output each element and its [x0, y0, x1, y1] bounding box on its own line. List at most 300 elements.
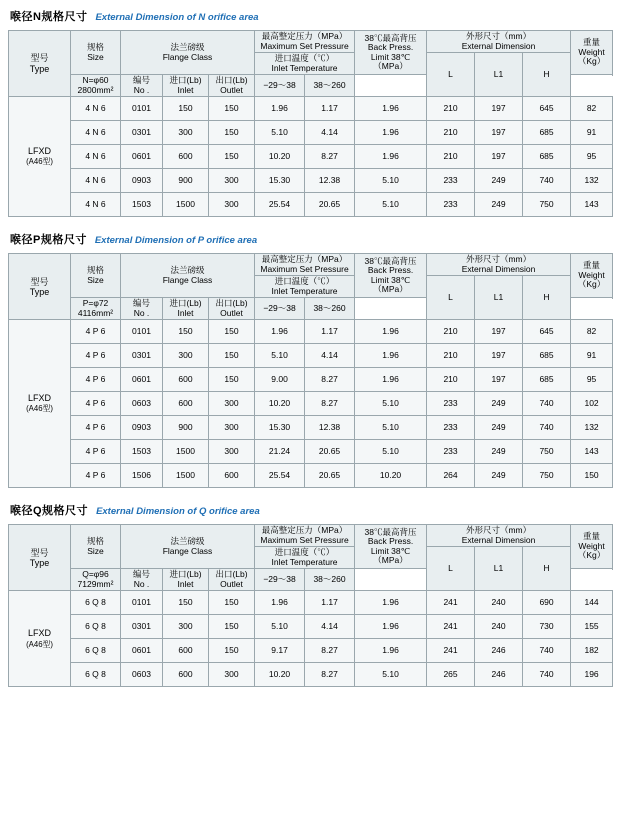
header-temp-en: Inlet Temperature — [271, 62, 338, 73]
cell-back-pressure: 1.96 — [355, 368, 427, 392]
cell-code: 0601 — [121, 368, 163, 392]
cell-outlet: 150 — [209, 615, 255, 639]
header-pressure-cn: 最高整定压力（MPa） — [261, 31, 348, 41]
cell-pressure-2: 8.27 — [305, 392, 355, 416]
cell-H: 750 — [523, 193, 571, 217]
header-size — [71, 525, 121, 569]
cell-pressure-1: 5.10 — [255, 344, 305, 368]
cell-back-pressure: 1.96 — [355, 320, 427, 344]
header-flange-inlet — [163, 298, 209, 320]
cell-back-pressure: 5.10 — [355, 440, 427, 464]
cell-H: 685 — [523, 121, 571, 145]
cell-pressure-1: 5.10 — [255, 121, 305, 145]
cell-pressure-1: 9.00 — [255, 368, 305, 392]
header-code-cn: 编号 — [132, 298, 150, 309]
header-weight-cn: 重量 — [583, 37, 601, 48]
cell-L: 210 — [427, 344, 475, 368]
header-pressure-en: Maximum Set Pressure — [260, 534, 349, 545]
header-flange-cn: 法兰磅级 — [170, 265, 205, 276]
header-outlet-en: Outlet — [220, 578, 243, 589]
header-back-unit: （MPa） — [373, 61, 408, 72]
cell-inlet: 600 — [163, 639, 209, 663]
cell-L1: 197 — [475, 368, 523, 392]
cell-type — [9, 97, 71, 217]
header-outlet-en: Outlet — [220, 84, 243, 95]
cell-pressure-1: 15.30 — [255, 169, 305, 193]
cell-pressure-1: 1.96 — [255, 97, 305, 121]
header-back-en: Back Press. — [367, 536, 414, 547]
cell-outlet: 150 — [209, 368, 255, 392]
header-weight-unit: （Kg） — [577, 279, 606, 290]
cell-weight: 143 — [571, 193, 613, 217]
cell-size: 6 Q 8 — [71, 663, 121, 687]
header-back-limit: Limit 38℃ — [370, 274, 411, 285]
cell-size: 6 Q 8 — [71, 615, 121, 639]
table-row — [9, 464, 613, 488]
cell-L1: 240 — [475, 615, 523, 639]
header-inlet-cn: 进口(Lb) — [169, 75, 202, 86]
cell-code: 0903 — [121, 169, 163, 193]
header-back-limit: Limit 38℃ — [370, 545, 411, 556]
header-inlet-temperature — [255, 53, 355, 75]
cell-H: 740 — [523, 392, 571, 416]
header-back-en: Back Press. — [367, 42, 414, 53]
cell-outlet: 150 — [209, 591, 255, 615]
cell-weight: 155 — [571, 615, 613, 639]
cell-inlet: 150 — [163, 591, 209, 615]
header-weight-unit: （Kg） — [577, 56, 606, 67]
cell-pressure-1: 25.54 — [255, 193, 305, 217]
type-line1: LFXD — [27, 146, 51, 157]
cell-pressure-2: 8.27 — [305, 368, 355, 392]
section-p-orifice — [8, 231, 612, 488]
table-row — [9, 121, 613, 145]
header-inlet-en: Inlet — [177, 578, 194, 589]
header-size-line1: P=φ72 — [82, 298, 109, 309]
cell-inlet: 900 — [163, 169, 209, 193]
cell-L: 233 — [427, 392, 475, 416]
header-external-cn: 外形尺寸（mm） — [465, 31, 532, 41]
header-type-en: Type — [29, 286, 50, 297]
cell-outlet: 600 — [209, 464, 255, 488]
header-flange-inlet — [163, 569, 209, 591]
cell-inlet: 150 — [163, 320, 209, 344]
cell-size: 4 P 6 — [71, 392, 121, 416]
header-temp-en: Inlet Temperature — [271, 556, 338, 567]
cell-pressure-2: 4.14 — [305, 344, 355, 368]
header-external-H: H — [523, 276, 571, 320]
type-line1: LFXD — [27, 628, 51, 639]
cell-outlet: 150 — [209, 121, 255, 145]
section-title-cn: 喉径P规格尺寸 — [10, 234, 87, 247]
header-external-en: External Dimension — [461, 263, 536, 274]
header-inlet-temperature — [255, 547, 355, 569]
header-external-cn: 外形尺寸（mm） — [465, 525, 532, 536]
header-pressure-cn: 最高整定压力（MPa） — [261, 254, 348, 265]
cell-code: 0301 — [121, 344, 163, 368]
cell-H: 740 — [523, 663, 571, 687]
cell-weight: 91 — [571, 121, 613, 145]
header-external-L: L — [427, 53, 475, 97]
header-outlet-cn: 出口(Lb) — [215, 569, 248, 580]
header-temp-en: Inlet Temperature — [271, 285, 338, 296]
header-type-cn: 型号 — [30, 276, 49, 287]
cell-size: 6 Q 8 — [71, 591, 121, 615]
cell-H: 685 — [523, 145, 571, 169]
cell-pressure-2: 4.14 — [305, 121, 355, 145]
header-max-set-pressure — [255, 31, 355, 53]
header-flange-en: Flange Class — [162, 274, 213, 285]
header-temp-range-2: 38～260 — [305, 75, 355, 97]
header-back-cn: 38℃最高背压 — [364, 255, 417, 266]
cell-H: 740 — [523, 639, 571, 663]
header-code-en: No . — [133, 307, 150, 318]
header-code-en: No . — [133, 578, 150, 589]
header-size-cn: 规格 — [86, 42, 104, 53]
cell-outlet: 150 — [209, 639, 255, 663]
cell-weight: 95 — [571, 368, 613, 392]
cell-inlet: 300 — [163, 615, 209, 639]
header-inlet-temperature — [255, 276, 355, 298]
header-flange-outlet — [209, 569, 255, 591]
header-temp-cn: 进口温度（℃） — [274, 547, 335, 558]
cell-pressure-1: 10.20 — [255, 145, 305, 169]
header-outlet-cn: 出口(Lb) — [215, 298, 248, 309]
header-back-pressure — [355, 525, 427, 569]
cell-outlet: 150 — [209, 145, 255, 169]
header-flange — [121, 525, 255, 569]
header-flange-code — [121, 298, 163, 320]
header-size-spec — [71, 298, 121, 320]
section-title-en: External Dimension of N orifice area — [95, 12, 259, 23]
header-max-set-pressure — [255, 254, 355, 276]
cell-inlet: 150 — [163, 97, 209, 121]
header-flange-outlet — [209, 75, 255, 97]
header-weight-unit: （Kg） — [577, 550, 606, 561]
table-row — [9, 392, 613, 416]
cell-code: 0101 — [121, 97, 163, 121]
header-outlet-en: Outlet — [220, 307, 243, 318]
cell-pressure-2: 8.27 — [305, 145, 355, 169]
table-body — [9, 97, 613, 217]
section-title — [8, 8, 612, 24]
cell-back-pressure: 1.96 — [355, 591, 427, 615]
table-row — [9, 97, 613, 121]
cell-outlet: 150 — [209, 97, 255, 121]
cell-pressure-2: 12.38 — [305, 169, 355, 193]
cell-L1: 197 — [475, 344, 523, 368]
cell-pressure-1: 1.96 — [255, 320, 305, 344]
cell-L1: 246 — [475, 639, 523, 663]
cell-inlet: 1500 — [163, 193, 209, 217]
header-type-cn: 型号 — [30, 547, 49, 558]
cell-L1: 246 — [475, 663, 523, 687]
header-max-set-pressure — [255, 525, 355, 547]
table-row — [9, 344, 613, 368]
cell-pressure-2: 20.65 — [305, 193, 355, 217]
header-size — [71, 31, 121, 75]
cell-back-pressure: 5.10 — [355, 193, 427, 217]
dimension-table — [8, 524, 613, 687]
cell-code: 0101 — [121, 591, 163, 615]
cell-size: 6 Q 8 — [71, 639, 121, 663]
dimension-table — [8, 30, 613, 217]
table-row — [9, 368, 613, 392]
table-row — [9, 663, 613, 687]
cell-code: 0601 — [121, 639, 163, 663]
section-title-cn: 喉径Q规格尺寸 — [10, 505, 89, 518]
header-pressure-cn: 最高整定压力（MPa） — [261, 525, 348, 536]
table-row — [9, 320, 613, 344]
cell-inlet: 600 — [163, 368, 209, 392]
header-external — [427, 31, 571, 53]
table-row — [9, 615, 613, 639]
type-line1: LFXD — [27, 393, 51, 404]
header-external-en: External Dimension — [461, 534, 536, 545]
table-row — [9, 440, 613, 464]
cell-inlet: 600 — [163, 663, 209, 687]
cell-size: 4 P 6 — [71, 368, 121, 392]
cell-outlet: 300 — [209, 169, 255, 193]
cell-L1: 197 — [475, 320, 523, 344]
cell-L: 241 — [427, 615, 475, 639]
header-inlet-cn: 进口(Lb) — [169, 569, 202, 580]
header-flange-code — [121, 569, 163, 591]
cell-weight: 95 — [571, 145, 613, 169]
cell-L: 264 — [427, 464, 475, 488]
header-external-cn: 外形尺寸（mm） — [465, 254, 532, 265]
cell-size: 4 N 6 — [71, 97, 121, 121]
header-back-pressure — [355, 254, 427, 298]
cell-weight: 82 — [571, 97, 613, 121]
cell-back-pressure: 1.96 — [355, 344, 427, 368]
header-external-L: L — [427, 276, 475, 320]
header-flange — [121, 31, 255, 75]
table-row — [9, 169, 613, 193]
cell-pressure-2: 12.38 — [305, 416, 355, 440]
cell-L1: 240 — [475, 591, 523, 615]
cell-weight: 82 — [571, 320, 613, 344]
header-type-en: Type — [29, 63, 50, 74]
cell-pressure-2: 20.65 — [305, 464, 355, 488]
cell-L: 233 — [427, 416, 475, 440]
table-row — [9, 639, 613, 663]
table-row — [9, 591, 613, 615]
cell-L: 210 — [427, 121, 475, 145]
header-external-H: H — [523, 547, 571, 591]
section-title-en: External Dimension of P orifice area — [94, 235, 258, 247]
cell-pressure-2: 8.27 — [305, 663, 355, 687]
header-external — [427, 525, 571, 547]
cell-L: 241 — [427, 639, 475, 663]
cell-pressure-1: 5.10 — [255, 615, 305, 639]
cell-size: 4 N 6 — [71, 121, 121, 145]
cell-L: 233 — [427, 440, 475, 464]
header-temp-range-1: −29～38 — [255, 298, 305, 320]
cell-code: 0603 — [121, 392, 163, 416]
cell-H: 730 — [523, 615, 571, 639]
header-type — [9, 31, 71, 97]
cell-H: 645 — [523, 320, 571, 344]
cell-pressure-2: 1.17 — [305, 320, 355, 344]
header-inlet-en: Inlet — [177, 307, 194, 318]
header-weight — [571, 525, 613, 569]
section-title-cn: 喉径N规格尺寸 — [10, 11, 88, 23]
cell-code: 0903 — [121, 416, 163, 440]
header-external-L: L — [427, 547, 475, 591]
cell-size: 4 N 6 — [71, 145, 121, 169]
header-weight — [571, 31, 613, 75]
cell-type — [9, 591, 71, 687]
cell-size: 4 N 6 — [71, 169, 121, 193]
cell-H: 740 — [523, 169, 571, 193]
header-weight-en: Weight — [578, 540, 605, 551]
cell-outlet: 300 — [209, 193, 255, 217]
table-row — [9, 416, 613, 440]
cell-code: 0301 — [121, 615, 163, 639]
section-q-orifice — [8, 502, 612, 687]
header-temp-range-2: 38～260 — [305, 298, 355, 320]
header-code-cn: 编号 — [132, 569, 150, 580]
cell-pressure-2: 8.27 — [305, 639, 355, 663]
header-flange-en: Flange Class — [162, 545, 213, 556]
cell-H: 685 — [523, 368, 571, 392]
cell-pressure-2: 1.17 — [305, 97, 355, 121]
cell-H: 750 — [523, 440, 571, 464]
header-size-cn: 规格 — [86, 265, 104, 276]
cell-weight: 196 — [571, 663, 613, 687]
header-weight-en: Weight — [578, 46, 605, 57]
cell-L: 233 — [427, 169, 475, 193]
section-n-orifice — [8, 8, 612, 217]
header-type-en: Type — [29, 557, 50, 568]
cell-back-pressure: 1.96 — [355, 145, 427, 169]
cell-size: 4 P 6 — [71, 344, 121, 368]
cell-back-pressure: 1.96 — [355, 97, 427, 121]
cell-outlet: 300 — [209, 392, 255, 416]
dimension-table — [8, 253, 613, 488]
header-back-cn: 38℃最高背压 — [364, 32, 417, 43]
header-code-en: No . — [133, 84, 150, 95]
header-inlet-cn: 进口(Lb) — [169, 298, 202, 309]
cell-back-pressure: 1.96 — [355, 615, 427, 639]
cell-L: 265 — [427, 663, 475, 687]
cell-inlet: 1500 — [163, 440, 209, 464]
header-weight — [571, 254, 613, 298]
cell-weight: 132 — [571, 169, 613, 193]
header-pressure-en: Maximum Set Pressure — [260, 40, 349, 51]
header-weight-cn: 重量 — [583, 260, 601, 271]
cell-L: 233 — [427, 193, 475, 217]
cell-pressure-1: 21.24 — [255, 440, 305, 464]
cell-pressure-1: 10.20 — [255, 663, 305, 687]
cell-L: 210 — [427, 145, 475, 169]
cell-code: 0601 — [121, 145, 163, 169]
cell-weight: 144 — [571, 591, 613, 615]
cell-code: 1506 — [121, 464, 163, 488]
header-inlet-en: Inlet — [177, 84, 194, 95]
header-back-limit: Limit 38℃ — [370, 51, 411, 62]
cell-L1: 197 — [475, 145, 523, 169]
cell-L1: 197 — [475, 97, 523, 121]
header-size-spec — [71, 569, 121, 591]
cell-H: 645 — [523, 97, 571, 121]
header-size-line2: 2800mm² — [77, 84, 114, 95]
header-size-en: Size — [87, 51, 104, 62]
header-back-pressure — [355, 31, 427, 75]
header-temp-range-1: −29～38 — [255, 75, 305, 97]
header-back-cn: 38℃最高背压 — [364, 526, 417, 537]
cell-size: 4 P 6 — [71, 440, 121, 464]
cell-pressure-1: 15.30 — [255, 416, 305, 440]
header-external — [427, 254, 571, 276]
header-size-cn: 规格 — [86, 536, 104, 547]
header-size — [71, 254, 121, 298]
cell-type — [9, 320, 71, 488]
cell-back-pressure: 1.96 — [355, 639, 427, 663]
cell-outlet: 300 — [209, 416, 255, 440]
cell-back-pressure: 1.96 — [355, 121, 427, 145]
cell-L1: 197 — [475, 121, 523, 145]
cell-L1: 249 — [475, 440, 523, 464]
cell-weight: 143 — [571, 440, 613, 464]
cell-H: 685 — [523, 344, 571, 368]
cell-pressure-1: 10.20 — [255, 392, 305, 416]
header-outlet-cn: 出口(Lb) — [215, 75, 248, 86]
cell-inlet: 300 — [163, 121, 209, 145]
header-external-L1: L1 — [475, 547, 523, 591]
cell-H: 740 — [523, 416, 571, 440]
cell-pressure-1: 9.17 — [255, 639, 305, 663]
cell-back-pressure: 5.10 — [355, 392, 427, 416]
header-size-line1: Q=φ96 — [82, 569, 109, 580]
cell-pressure-2: 20.65 — [305, 440, 355, 464]
table-body — [9, 591, 613, 687]
table-body — [9, 320, 613, 488]
cell-weight: 132 — [571, 416, 613, 440]
cell-size: 4 N 6 — [71, 193, 121, 217]
cell-size: 4 P 6 — [71, 416, 121, 440]
header-temp-cn: 进口温度（℃） — [274, 276, 335, 287]
header-external-H: H — [523, 53, 571, 97]
header-size-en: Size — [87, 274, 104, 285]
header-pressure-en: Maximum Set Pressure — [260, 263, 349, 274]
cell-size: 4 P 6 — [71, 464, 121, 488]
cell-inlet: 600 — [163, 392, 209, 416]
header-weight-en: Weight — [578, 269, 605, 280]
cell-outlet: 300 — [209, 440, 255, 464]
cell-H: 750 — [523, 464, 571, 488]
cell-weight: 150 — [571, 464, 613, 488]
cell-code: 0101 — [121, 320, 163, 344]
cell-back-pressure: 10.20 — [355, 464, 427, 488]
header-back-unit: （MPa） — [373, 555, 408, 566]
cell-pressure-2: 1.17 — [305, 591, 355, 615]
section-title — [8, 231, 612, 247]
cell-weight: 102 — [571, 392, 613, 416]
type-line2: (A46型) — [26, 157, 53, 167]
cell-code: 0603 — [121, 663, 163, 687]
header-back-en: Back Press. — [367, 265, 414, 276]
cell-outlet: 300 — [209, 663, 255, 687]
cell-pressure-1: 25.54 — [255, 464, 305, 488]
cell-code: 1503 — [121, 440, 163, 464]
header-code-cn: 编号 — [132, 75, 150, 86]
cell-pressure-2: 4.14 — [305, 615, 355, 639]
cell-outlet: 150 — [209, 320, 255, 344]
header-flange-code — [121, 75, 163, 97]
section-title — [8, 502, 612, 518]
